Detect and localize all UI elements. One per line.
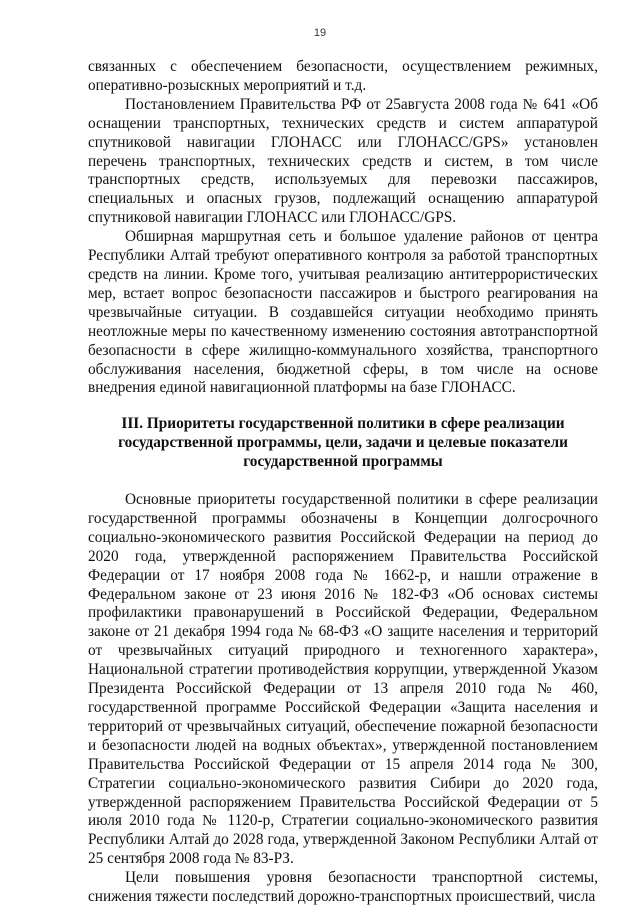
section-spacer [88, 472, 598, 491]
document-body [88, 58, 598, 907]
paragraph-glonass-decree: Постановлением Правительства РФ от 25августа 2008 года № 641 «Об оснащении транспортных, технических средств и систем аппаратурой спутниковой навигации ГЛОНАСС или ГЛОНАСС/GPS» установлен перечень транспортных, технических средств и систем, в том числе транспортных средств, используемых для перевозки пассажиров, специальных и опасных грузов, подлежащий оснащению аппаратурой спутниковой навигации ГЛОНАСС или ГЛОНАСС/GPS. [88, 95, 598, 227]
section-heading: III. Приоритеты государственной политики в сфере реализации государственной программы, цели, задачи и целевые показатели государственной программы [118, 415, 568, 471]
paragraph-goals: Цели повышения уровня безопасности транспортной системы, снижения тяжести последствий дорожно-транспортных происшествий, числа [88, 869, 598, 906]
paragraph-route-network: Обширная маршрутная сеть и большое удаление районов от центра Республики Алтай требуют оперативного контроля за работой транспортных средств на линии. Кроме того, учитывая реализацию антитеррористических мер, встает вопрос безопасности пассажиров и быстрого реагирования на чрезвычайные ситуации. В создавшейся ситуации необходимо принять неотложные меры по качественному изменению состояния автотранспортной безопасности в сфере жилищно-коммунального хозяйства, транспортного обслуживания населения, бюджетной сферы, в том числе на основе внедрения единой навигационной платформы на базе ГЛОНАСС. [88, 228, 598, 397]
paragraph-policy-priorities: Основные приоритеты государственной политики в сфере реализации государственной программы обозначены в Концепции долгосрочного социально-экономического развития Российской Федерации на период до 2020 года, утвержденной распоряжением Правительства Российской Федерации от 17 ноября 2008 года № 1662-р, и нашли отражение в Федеральном законе от 23 июня 2016 № 182-ФЗ «Об основах системы профилактики правонарушений в Российской Федерации, Федеральном законе от 21 декабря 1994 года № 68-ФЗ «О защите населения и территорий от чрезвычайных ситуаций природного и техногенного характера», Национальной стратегии противодействия коррупции, утвержденной Указом Президента Российской Федерации от 13 апреля 2010 года № 460, государственной программе Российской Федерации «Защита населения и территорий от чрезвычайных ситуаций, обеспечение пожарной безопасности и безопасности людей на водных объектах», утвержденной постановлением Правительства Российской Федерации от 15 апреля 2014 года № 300, Стратегии социально-экономического развития Сибири до 2020 года, утвержденной распоряжением Правительства Российской Федерации от 5 июля 2010 года № 1120-р, Стратегии социально-экономического развития Республики Алтай до 2028 года, утвержденной Законом Республики Алтай от 25 сентября 2008 года № 83-РЗ. [88, 491, 598, 868]
page-number: 19 [313, 27, 327, 39]
paragraph-continuation: связанных с обеспечением безопасности, осуществлением режимных, оперативно-розыскных мероприятий и т.д. [88, 58, 598, 94]
